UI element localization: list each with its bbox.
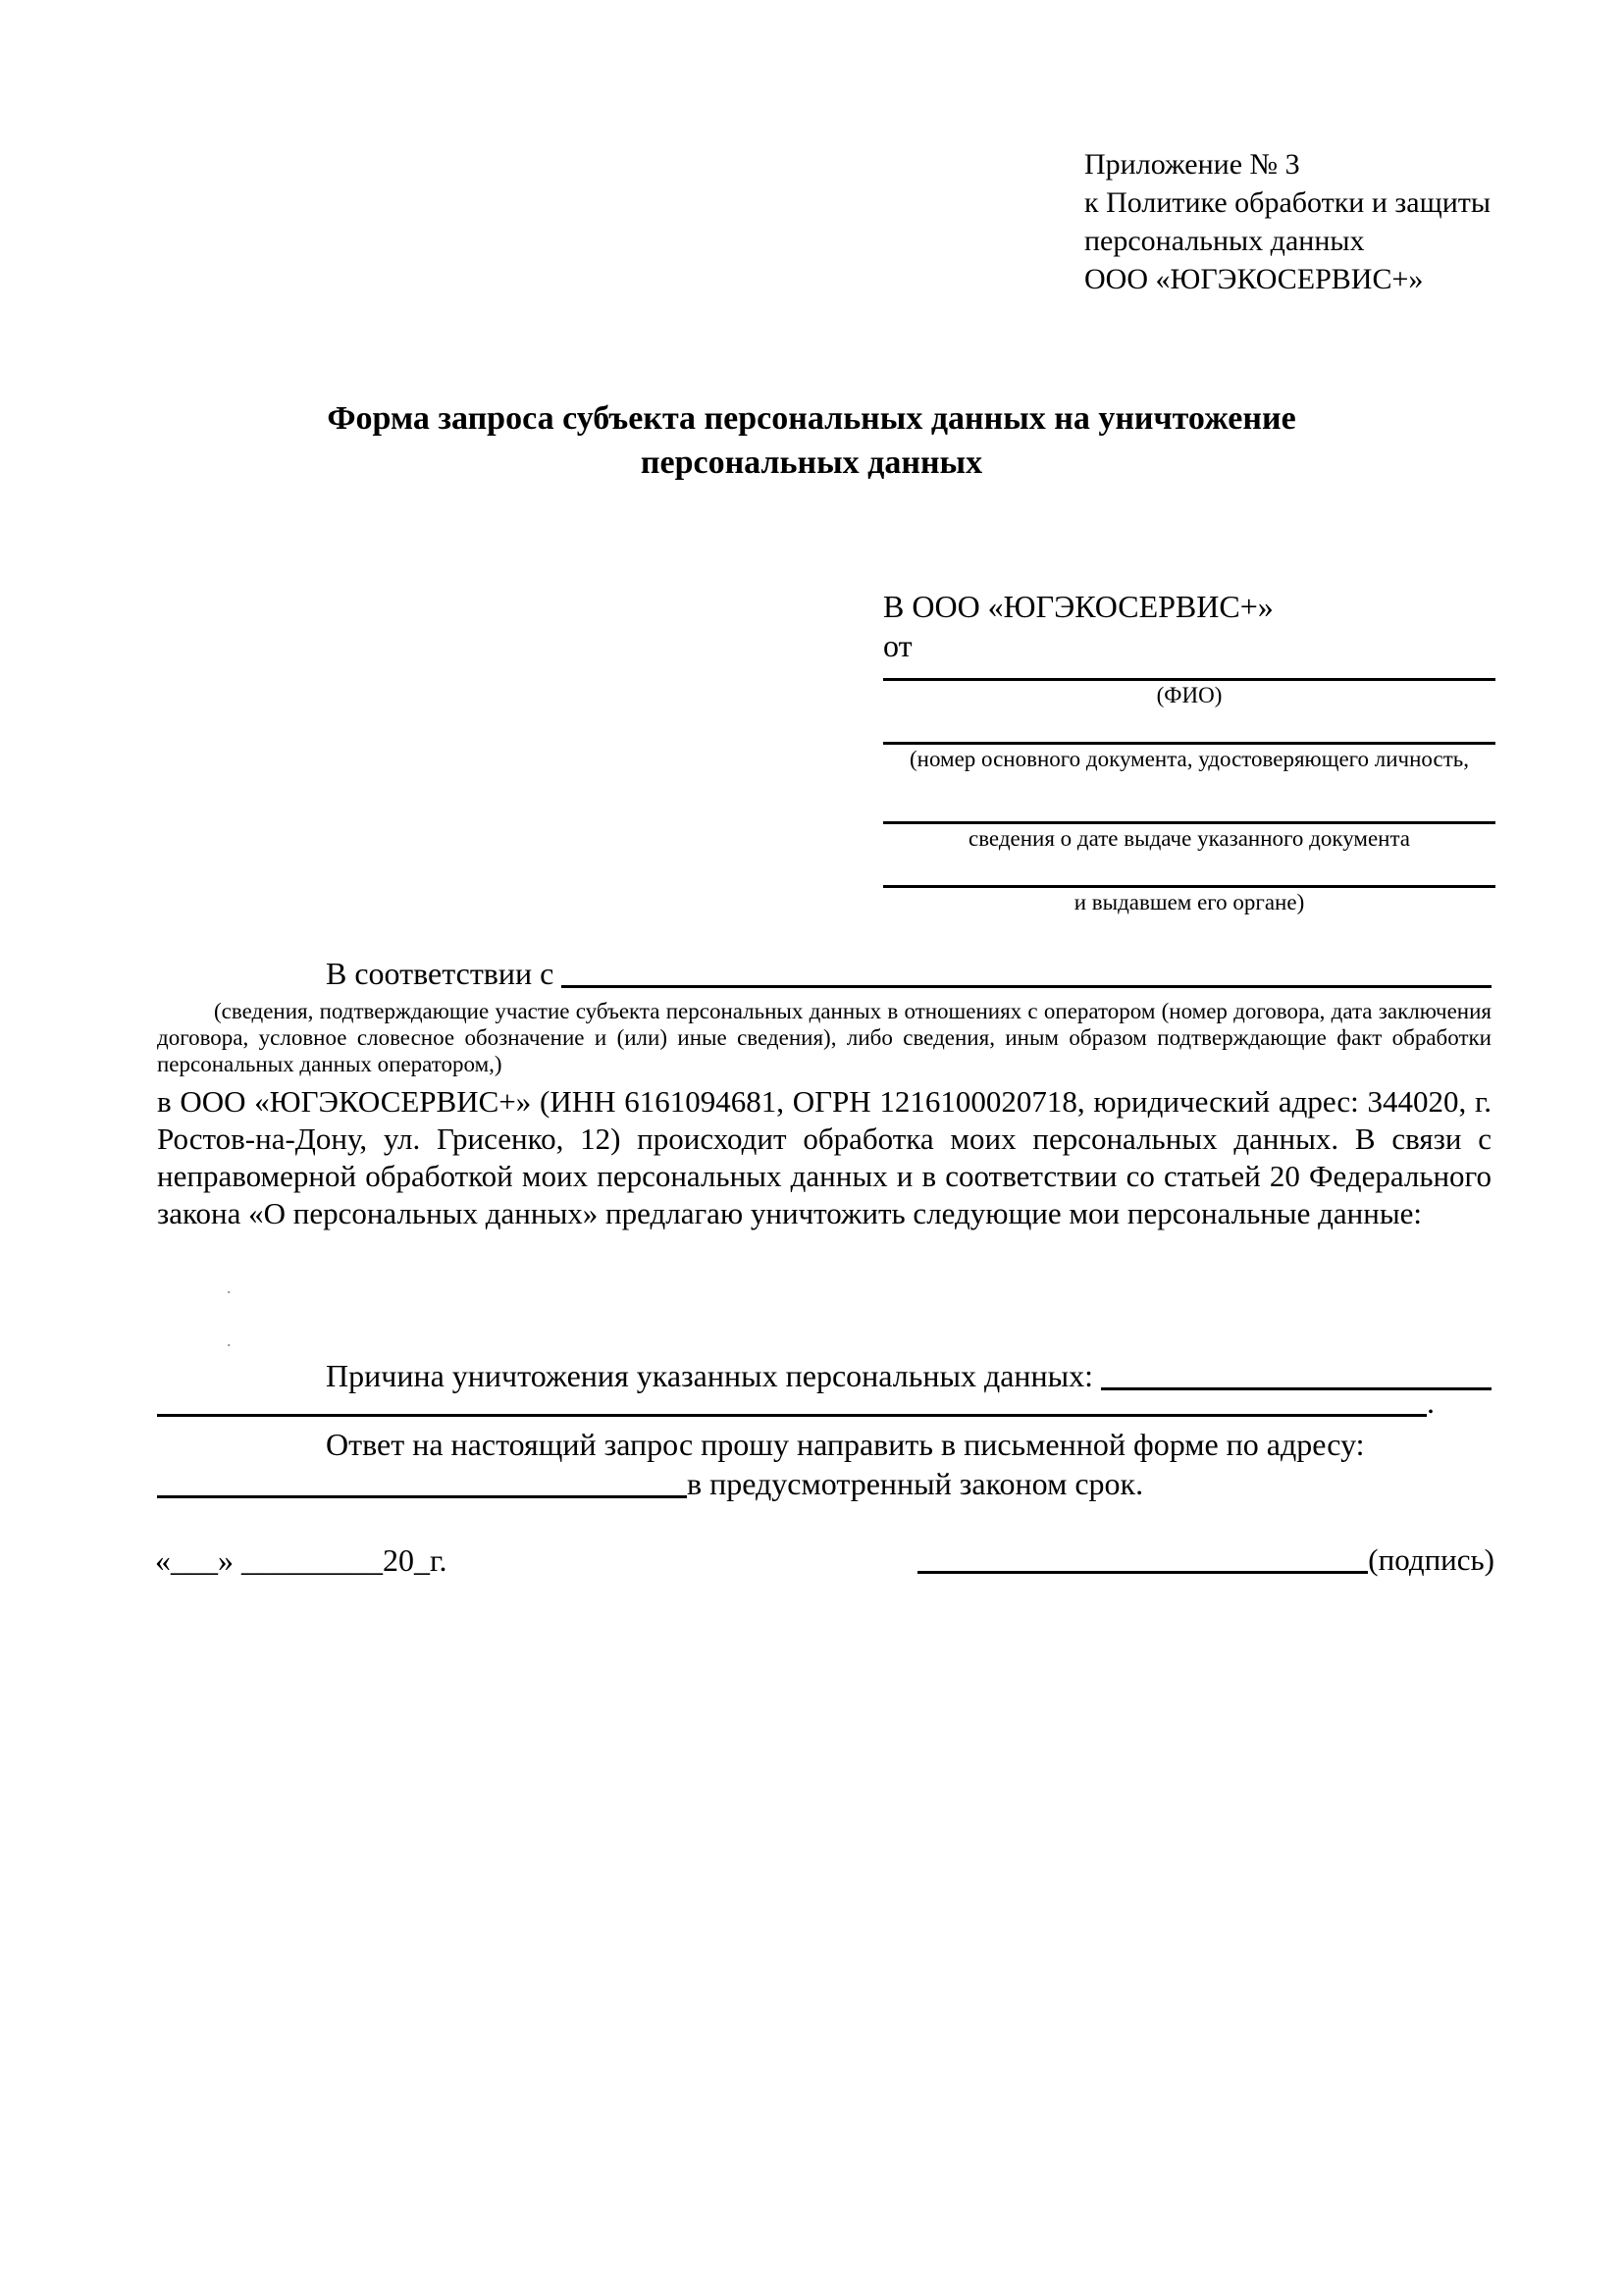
accordance-row [157, 954, 1492, 993]
reason-label: Причина уничтожения указанных персональных данных: [326, 1358, 1102, 1393]
accordance-footnote: (сведения, подтверждающие участие субъекта персональных данных в отношениях с оператором (номер договора, дата заключения договора, условное словесное обозначение и (или) иные сведения), либо сведения, иным образом подтверждающие факт обработки персональных данных оператором,) [157, 999, 1492, 1076]
main-text-column [157, 954, 1492, 1232]
recipient-from-label: от [883, 628, 913, 663]
reason-blank-line-2 [157, 1383, 1427, 1417]
signature-group [917, 1540, 1494, 1580]
page-title-line: Форма запроса субъекта персональных данных на уничтожение [327, 400, 1296, 437]
response-address-row [157, 1464, 1492, 1503]
accordance-blank-line [561, 954, 1492, 988]
document-number-caption: (номер основного документа, удостоверяющего личность, [909, 747, 1469, 771]
stray-dot: . [227, 1278, 232, 1297]
signature-blank-line [917, 1540, 1368, 1574]
reason-continuation-row [157, 1383, 1492, 1421]
page-title [0, 396, 1623, 485]
appendix-note [1084, 145, 1516, 298]
signature-caption: (подпись) [1368, 1542, 1494, 1577]
recipient-to: В ООО «ЮГЭКОСЕРВИС+» [883, 589, 1274, 624]
appendix-note-line: к Политике обработки и защиты [1084, 186, 1492, 219]
fio-caption: (ФИО) [1156, 683, 1223, 707]
address-blank-line [157, 1464, 687, 1498]
stray-dot: . [227, 1331, 232, 1350]
body-paragraph: в ООО «ЮГЭКОСЕРВИС+» (ИНН 6161094681, ОГРН 1216100020718, юридический адрес: 344020, г. Ростов-на-Дону, ул. Грисенко, 12) происходит обработка моих персональных данных. В связи с неправомерной обработкой моих персональных данных и в соответствии со статьей 20 Федерального закона «О персональных данных» предлагаю уничтожить следующие мои персональные данные: [157, 1084, 1492, 1230]
appendix-note-line: персональных данных [1084, 225, 1365, 257]
date-field: «___» _________20_г. [155, 1542, 447, 1578]
appendix-note-line: Приложение № 3 [1084, 148, 1300, 181]
issuing-authority-caption: и выдавшем его органе) [1073, 890, 1305, 914]
issue-date-caption: сведения о дате выдаче указанного документа [968, 826, 1411, 851]
accordance-lead: В соответствии с [326, 956, 562, 991]
response-request-line: Ответ на настоящий запрос прошу направить в письменной форме по адресу: [326, 1427, 1365, 1462]
reason-tail-period: . [1427, 1384, 1435, 1420]
page-title-line: персональных данных [640, 444, 983, 481]
appendix-note-line: ООО «ЮГЭКОСЕРВИС+» [1084, 263, 1424, 295]
recipient-block [883, 587, 1495, 917]
paragraph-indent [157, 954, 326, 993]
response-suffix: в предусмотренный законом срок. [687, 1466, 1144, 1501]
